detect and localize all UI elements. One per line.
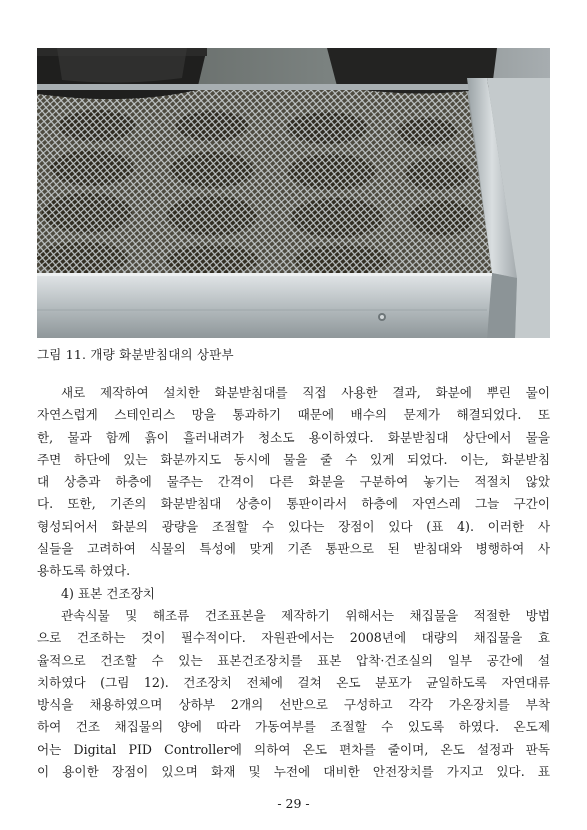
text-line: 어는 Digital PID Controller에 의하여 온도 편차를 줄이며, 온도 설정과 판독 [37, 741, 550, 757]
text-line: 방식을 채용하였으며 상하부 2개의 선반으로 구성하고 각각 가온장치를 부착 [37, 697, 550, 713]
text-line: 주면 하단에 있는 화분까지도 동시에 물을 줄 수 있게 되었다. 이는, 화분받침 [37, 451, 550, 467]
paragraph-1 [37, 382, 550, 583]
text-line: 자연스럽게 스테인리스 망을 통과하기 때문에 배수의 문제가 해결되었다. 또 [37, 407, 550, 423]
figure-photo [37, 48, 550, 338]
text-line: 치하였다 (그림 12). 건조장치 전체에 걸쳐 온도 분포가 균일하도록 자연대류 [37, 674, 550, 690]
paragraph-2 [37, 605, 550, 783]
text-line: 으로 건조하는 것이 필수적이다. 자원관에서는 2008년에 대량의 채집물을 효 [37, 630, 550, 646]
text-line: 대 상층과 하층에 물주는 간격이 다른 화분을 구분하여 놓기는 적절치 않았 [37, 474, 550, 490]
text-line: 한, 물과 함께 흙이 흘러내려가 청소도 용이하였다. 화분받침대 상단에서 물을 [37, 429, 550, 445]
text-line: 형성되어서 화분의 광량을 조절할 수 있다는 장점이 있다 (표 4). 이러한 사 [37, 518, 550, 534]
text-line: 다. 또한, 기존의 화분받침대 상층이 통판이라서 하층에 자연스레 그늘 구간이 [37, 496, 550, 512]
text-line: 실들을 고려하여 식물의 특성에 맞게 기존 통판으로 된 받침대와 병행하여 사 [37, 541, 550, 557]
text-line: 새로 제작하여 설치한 화분받침대를 직접 사용한 결과, 화분에 뿌린 물이 [61, 385, 550, 400]
figure-caption: 그림 11. 개량 화분받침대의 상판부 [37, 347, 234, 362]
text-line: 관속식물 및 해조류 건조표본을 제작하기 위해서는 채집물을 적절한 방법 [61, 607, 550, 623]
text-line: 율적으로 건조할 수 있는 표본건조장치를 표본 압착·건조실의 일부 공간에 설 [37, 652, 550, 668]
stainless-mesh-shelf-image [37, 48, 550, 338]
body-text [37, 382, 550, 783]
page-number: - 29 - [277, 796, 310, 811]
section-heading: 4) 표본 건조장치 [61, 585, 155, 601]
text-line: 용하도록 하였다. [37, 563, 131, 579]
text-line: 하여 건조 채집물의 양에 따라 가동여부를 조절할 수 있도록 하였다. 온도제 [37, 719, 550, 735]
text-line: 이 용이한 장점이 있으며 화재 및 누전에 대비한 안전장치를 가지고 있다. 표 [37, 764, 550, 780]
